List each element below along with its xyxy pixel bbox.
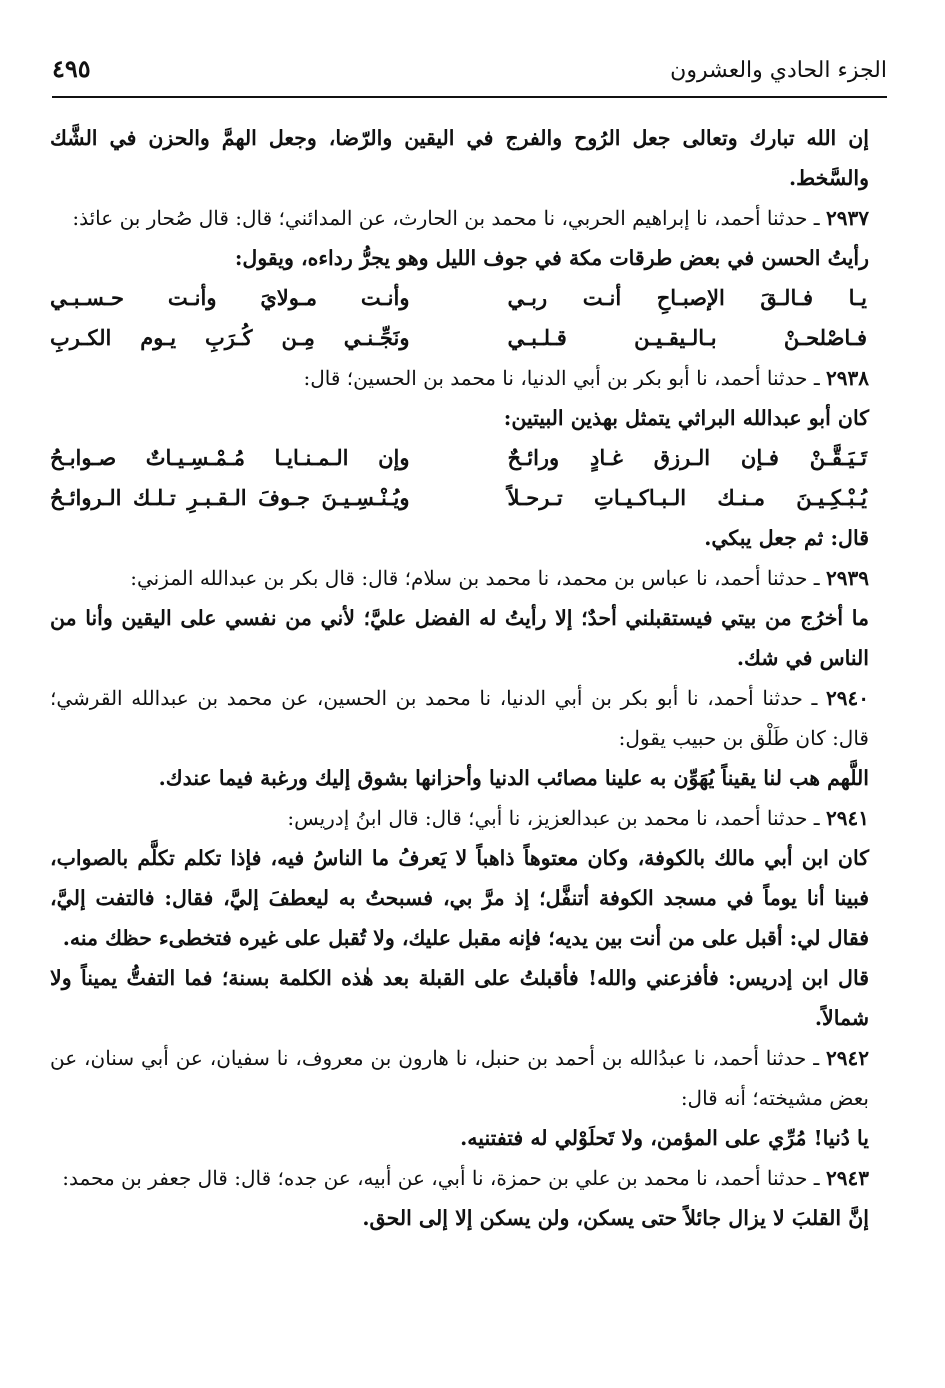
- quoted-text: إن الله تبارك وتعالى جعل الرُوح والفرج في اليقين والرّضا، وجعل الهمَّ والحزن في الشَّك والسَّخط.: [50, 126, 869, 190]
- quoted-text: إنَّ القلبَ لا يزال جائلاً حتى يسكن، ولن يسكن إلا إلى الحق.: [362, 1206, 869, 1230]
- hadith-isnad: [50, 358, 887, 398]
- verse-line: [50, 438, 887, 478]
- hadith-isnad: [50, 558, 887, 598]
- hadith-isnad: [50, 198, 887, 238]
- isnad-text: ـ حدثنا أحمد، نا أبو بكر بن أبي الدنيا، نا محمد بن الحسين، عن محمد بن عبدالله القرشي؛ قال: كان طَلْق بن حبيب يقول:: [50, 686, 869, 750]
- verse-second-hemistich: ويُـنْـسِـيـنَ جـوفَ الـقـبـرِ تـلـك الـروائـحُ: [50, 485, 410, 510]
- quoted-text: قال ابن إدريس: فأفزعني والله! فأقبلتُ على القبلة بعد هٰذه الكلمة بسنة؛ فما التفتُّ يميناً ولا شمالاً.: [50, 966, 869, 1030]
- report-number: ٢٩٣٧: [826, 206, 869, 230]
- running-header: [52, 52, 887, 92]
- isnad-text: ـ حدثنا أحمد، نا عباس بن محمد، نا محمد بن سلام؛ قال: قال بكر بن عبدالله المزني:: [130, 566, 827, 590]
- isnad-text: ـ حدثنا أحمد، نا إبراهيم الحربي، نا محمد بن الحارث، عن المدائني؛ قال: قال صُحار بن عائذ:: [72, 206, 827, 230]
- quoted-text: ما أخرُج من بيتي فيستقبلني أحدٌ؛ إلا رأيتُ له الفضل عليَّ؛ لأني من نفسي على اليقين وأنا من الناس في شك.: [50, 606, 869, 670]
- report-number: ٢٩٤٠: [826, 686, 869, 710]
- verse-second-hemistich: ونَجِّـنـي مِـن كُـرَبِ يـوم الكـربِ: [50, 325, 410, 350]
- report-number: ٢٩٣٩: [826, 566, 869, 590]
- hadith-isnad: [50, 1158, 887, 1198]
- verse-first-hemistich: يـا فـالـقَ الإصبـاحِ أنـت ربـي: [507, 285, 867, 310]
- report-number: ٢٩٤٢: [826, 1046, 869, 1070]
- hadith-isnad: [50, 798, 887, 838]
- isnad-text: ـ حدثنا أحمد، نا أبو بكر بن أبي الدنيا، نا محمد بن الحسين؛ قال:: [303, 366, 827, 390]
- verse-line: [50, 318, 887, 358]
- page-number: ٤٩٥: [52, 54, 91, 83]
- verse-first-hemistich: تَـيَـقَّـنْ فـإن الـرزق غـادٍ ورائـحٌ: [507, 445, 867, 470]
- verse-line: [50, 478, 887, 518]
- quoted-text: قال: ثم جعل يبكي.: [704, 526, 869, 550]
- running-title: الجزء الحادي والعشرون: [670, 58, 887, 83]
- verse-line: [50, 278, 887, 318]
- hadith-isnad: [50, 678, 887, 758]
- verse-second-hemistich: وإن الـمـنـايـا مُـمْـسِـيـاتٌ صـوابـحُ: [50, 445, 410, 470]
- hadith-isnad: [50, 1038, 887, 1118]
- quoted-text: رأيتُ الحسن في بعض طرقات مكة في جوف الليل وهو يجرُّ رداءه، ويقول:: [234, 246, 869, 270]
- quoted-text: كان أبو عبدالله البراثي يتمثل بهذين البيتين:: [503, 406, 869, 430]
- verse-first-hemistich: فـاصْلحـنْ بـالـيقـيـن قـلـبـي: [507, 325, 867, 350]
- report-number: ٢٩٣٨: [826, 366, 869, 390]
- page-body: [50, 118, 887, 1348]
- verse-first-hemistich: يُـبْـكِـيـنَ مـنـك الـبـاكـيـاتِ تـرحـلاً: [507, 485, 867, 510]
- verse-second-hemistich: وأنـت مـولايَ وأنـت حـسـبـي: [50, 285, 410, 310]
- quoted-text: اللَّهم هب لنا يقيناً يُهَوِّن به علينا مصائب الدنيا وأحزانها بشوق إليك ورغبة فيما عندك.: [158, 766, 869, 790]
- report-number: ٢٩٤٣: [826, 1166, 869, 1190]
- report-number: ٢٩٤١: [826, 806, 869, 830]
- isnad-text: ـ حدثنا أحمد، نا محمد بن عبدالعزيز، نا أبي؛ قال: قال ابنُ إدريس:: [287, 806, 827, 830]
- header-rule: [52, 96, 887, 98]
- quoted-text: يا دُنيا! مُرِّي على المؤمن، ولا تَحلَوْلي له فتفتنيه.: [460, 1126, 869, 1150]
- isnad-text: ـ حدثنا أحمد، نا محمد بن علي بن حمزة، نا أبي، عن أبيه، عن جده؛ قال: قال جعفر بن محمد:: [62, 1166, 827, 1190]
- quoted-text: كان ابن أبي مالك بالكوفة، وكان معتوهاً ذاهباً لا يَعرفُ ما الناسُ فيه، فإذا تكلم تكلَّم بالصواب، فبينا أنا يوماً في مسجد الكوفة أتنفَّل؛ إذ مرَّ بي، فسبحتُ به ليعطفَ إليَّ، فقال: فالتفت إليَّ، فقال لي: أقبل على من أنت بين يديه؛ فإنه مقبل عليك، ولا تُقبل على غيره فتخطىء حظك منه.: [50, 846, 869, 950]
- isnad-text: ـ حدثنا أحمد، نا عبدُالله بن أحمد بن حنبل، نا هارون بن معروف، نا سفيان، عن أبي سنان، عن بعض مشيخته؛ أنه قال:: [50, 1046, 869, 1110]
